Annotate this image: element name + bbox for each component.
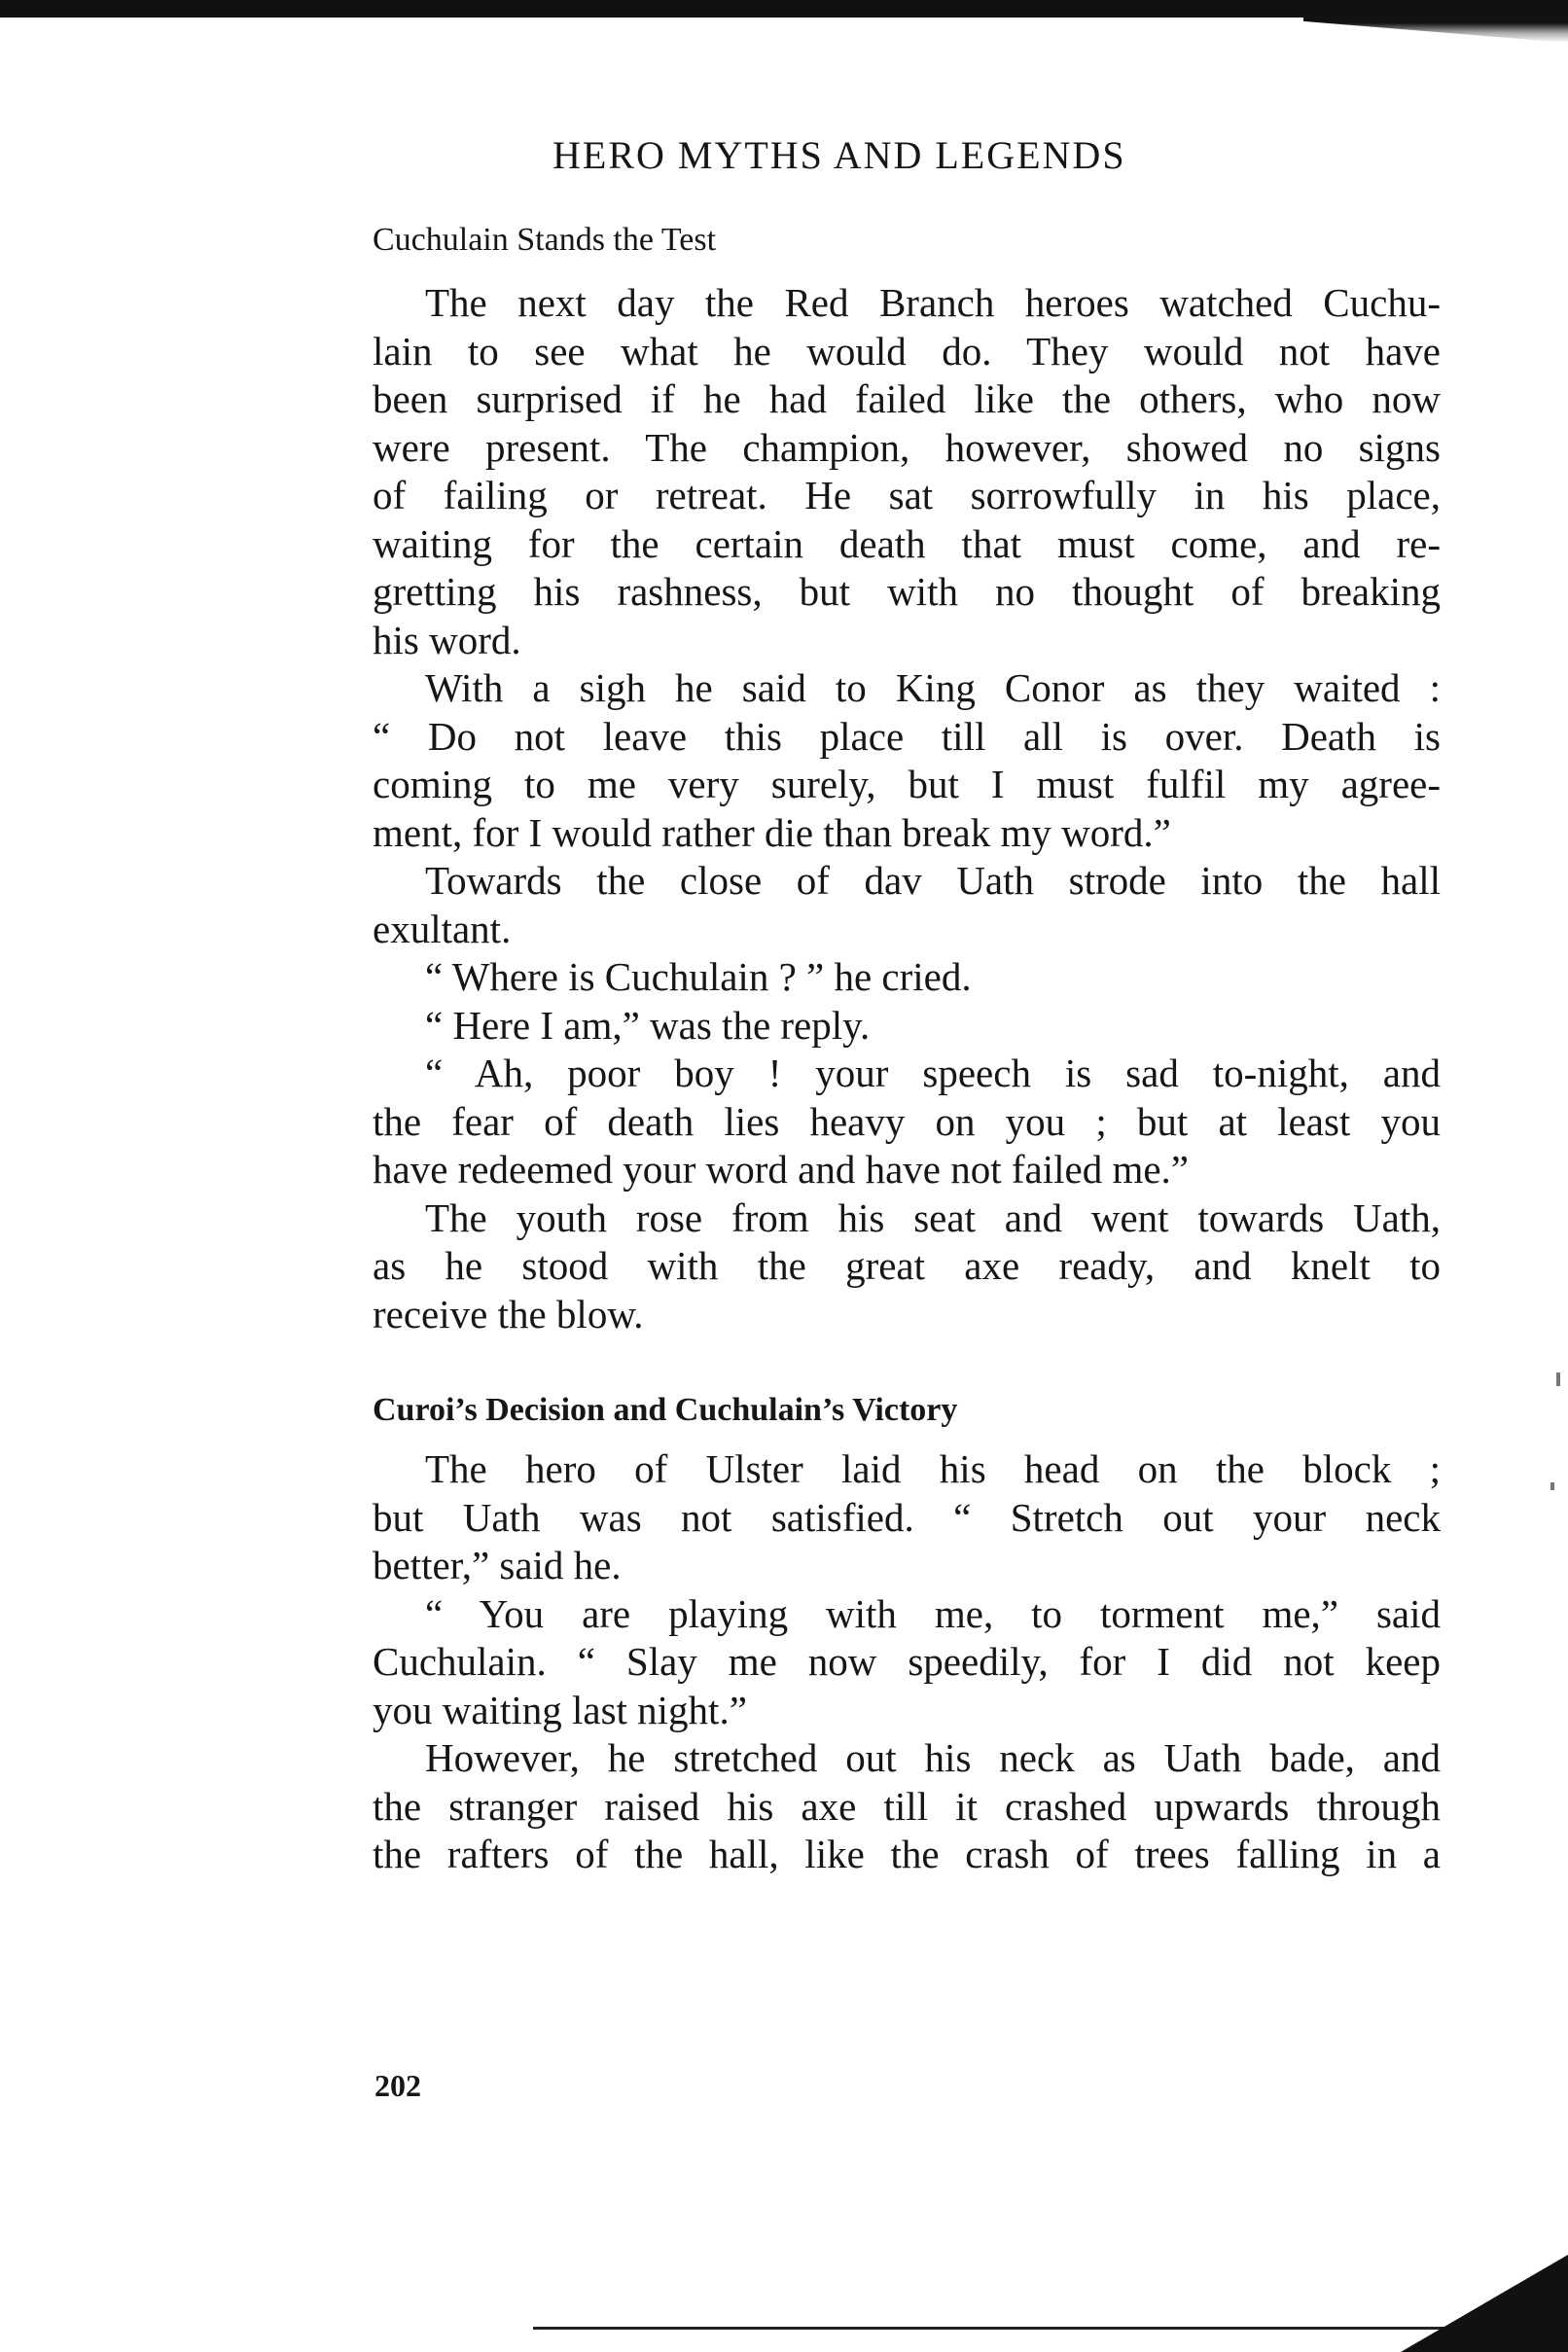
text-line: However, he stretched out his neck as Uath bade, and [425, 1735, 1441, 1780]
text-line: coming to me very surely, but I must fulfil my agree- [373, 762, 1441, 806]
text-line: gretting his rashness, but with no thought of breaking [373, 569, 1441, 614]
scan-edge-mark [1550, 1482, 1554, 1490]
text-line: the stranger raised his axe till it crashed upwards through [373, 1783, 1441, 1829]
text-line: been surprised if he had failed like the others, who now [373, 376, 1441, 421]
text-line: “ Where is Cuchulain ? ” he cried. [425, 954, 972, 999]
text-line: The youth rose from his seat and went towards Uath, [425, 1194, 1441, 1240]
text-line: were present. The champion, however, showed no signs [373, 424, 1441, 470]
text-line: lain to see what he would do. They would not have [373, 328, 1441, 374]
text-line: but Uath was not satisfied. “ Stretch out your neck [373, 1494, 1441, 1540]
text-line: have redeemed your word and have not failed me.” [373, 1147, 1189, 1192]
scan-bottom-shadow [1401, 2255, 1568, 2352]
running-head: HERO MYTHS AND LEGENDS [552, 133, 1126, 177]
text-line: “ Here I am,” was the reply. [425, 1002, 871, 1048]
text-line: “ Ah, poor boy ! your speech is sad to-night, and [425, 1051, 1441, 1095]
text-line: receive the blow. [373, 1291, 644, 1336]
text-line: “ You are playing with me, to torment me,” said [425, 1590, 1441, 1636]
text-line: the fear of death lies heavy on you ; but at least you [373, 1098, 1441, 1144]
text-line: The hero of Ulster laid his head on the block ; [425, 1446, 1441, 1491]
text-line: Towards the close of dav Uath strode into the hall [425, 858, 1441, 903]
section-2-text [373, 1445, 1441, 1879]
text-line: ment, for I would rather die than break my word.” [373, 809, 1171, 855]
text-line: waiting for the certain death that must come, and re- [373, 520, 1441, 566]
text-line: his word. [373, 617, 521, 662]
scan-bottom-rule [533, 2327, 1515, 2330]
text-line: as he stood with the great axe ready, and knelt to [373, 1243, 1441, 1288]
section-title-cuchulain-stands-the-test: Cuchulain Stands the Test [373, 222, 717, 258]
text-line: of failing or retreat. He sat sorrowfully in his place, [373, 473, 1441, 517]
scan-top-shadow [1303, 10, 1568, 43]
page-number: 202 [374, 2068, 421, 2103]
text-line: you waiting last night.” [373, 1687, 747, 1732]
text-line: the rafters of the hall, like the crash of trees falling in a [373, 1832, 1441, 1876]
text-line: Cuchulain. “ Slay me now speedily, for I did not keep [373, 1639, 1441, 1684]
text-line: “ Do not leave this place till all is over. Death is [373, 713, 1441, 759]
text-line: better,” said he. [373, 1543, 622, 1587]
text-line: exultant. [373, 906, 512, 951]
text-line: The next day the Red Branch heroes watched Cuchu- [425, 280, 1441, 325]
text-line: With a sigh he said to King Conor as they waited : [425, 665, 1441, 710]
scan-edge-mark [1556, 1372, 1560, 1386]
section-1-text [373, 279, 1441, 1338]
section-title-curois-decision: Curoi’s Decision and Cuchulain’s Victory [373, 1392, 958, 1428]
